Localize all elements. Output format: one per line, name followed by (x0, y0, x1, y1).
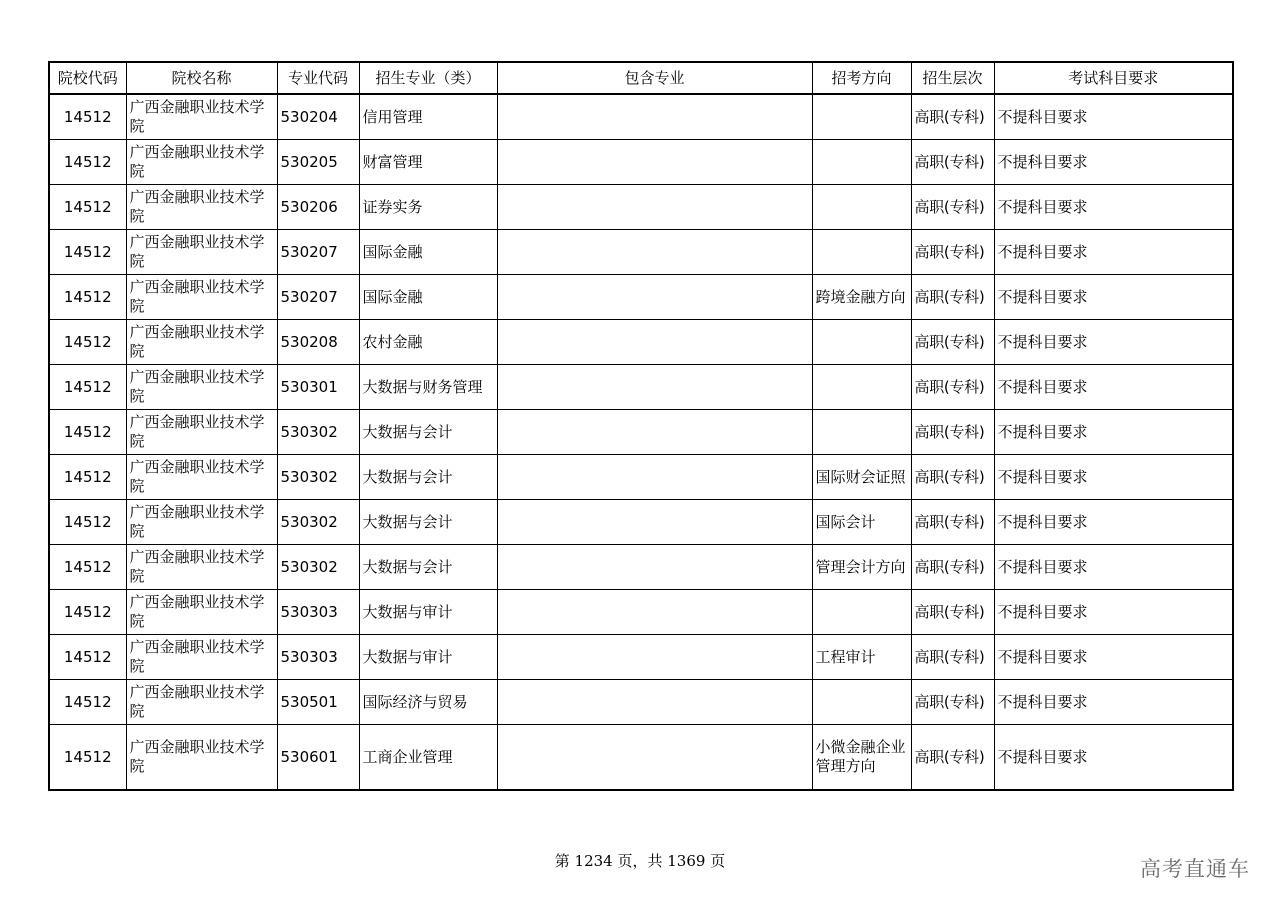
cell-direction (812, 680, 911, 725)
cell-level: 高职(专科) (911, 635, 994, 680)
cell-major: 大数据与会计 (359, 455, 497, 500)
cell-major: 财富管理 (359, 140, 497, 185)
cell-major: 国际经济与贸易 (359, 680, 497, 725)
cell-requirement: 不提科目要求 (994, 500, 1233, 545)
cell-level: 高职(专科) (911, 590, 994, 635)
table-row (49, 365, 1233, 410)
table-row (49, 230, 1233, 275)
cell-included-majors (497, 680, 812, 725)
cell-school-code: 14512 (49, 410, 126, 455)
page-number: 第 1234 页，共 1369 页 (554, 852, 726, 870)
cell-major-code: 530302 (277, 545, 359, 590)
cell-requirement: 不提科目要求 (994, 230, 1233, 275)
table-row (49, 725, 1233, 791)
header-level: 招生层次 (911, 62, 994, 94)
table-row (49, 500, 1233, 545)
cell-included-majors (497, 140, 812, 185)
cell-included-majors (497, 365, 812, 410)
cell-direction (812, 320, 911, 365)
watermark: 高考直通车 (1140, 857, 1250, 881)
cell-major-code: 530302 (277, 500, 359, 545)
cell-requirement: 不提科目要求 (994, 545, 1233, 590)
cell-major: 大数据与财务管理 (359, 365, 497, 410)
table-row (49, 185, 1233, 230)
cell-included-majors (497, 635, 812, 680)
cell-level: 高职(专科) (911, 410, 994, 455)
cell-level: 高职(专科) (911, 680, 994, 725)
cell-school-code: 14512 (49, 365, 126, 410)
cell-school-name: 广西金融职业技术学院 (126, 185, 277, 230)
cell-included-majors (497, 94, 812, 140)
cell-requirement: 不提科目要求 (994, 365, 1233, 410)
cell-included-majors (497, 320, 812, 365)
cell-major-code: 530303 (277, 590, 359, 635)
cell-school-name: 广西金融职业技术学院 (126, 590, 277, 635)
cell-requirement: 不提科目要求 (994, 410, 1233, 455)
cell-level: 高职(专科) (911, 320, 994, 365)
cell-major: 大数据与会计 (359, 410, 497, 455)
cell-level: 高职(专科) (911, 185, 994, 230)
cell-major: 农村金融 (359, 320, 497, 365)
cell-included-majors (497, 725, 812, 791)
cell-school-name: 广西金融职业技术学院 (126, 230, 277, 275)
cell-major-code: 530204 (277, 94, 359, 140)
cell-direction: 工程审计 (812, 635, 911, 680)
cell-direction: 管理会计方向 (812, 545, 911, 590)
cell-school-name: 广西金融职业技术学院 (126, 320, 277, 365)
table-row (49, 590, 1233, 635)
cell-school-code: 14512 (49, 590, 126, 635)
cell-level: 高职(专科) (911, 230, 994, 275)
cell-school-name: 广西金融职业技术学院 (126, 545, 277, 590)
cell-included-majors (497, 590, 812, 635)
cell-requirement: 不提科目要求 (994, 635, 1233, 680)
cell-direction (812, 590, 911, 635)
cell-included-majors (497, 230, 812, 275)
cell-school-code: 14512 (49, 725, 126, 791)
cell-level: 高职(专科) (911, 365, 994, 410)
cell-school-code: 14512 (49, 94, 126, 140)
cell-major-code: 530205 (277, 140, 359, 185)
cell-major: 国际金融 (359, 275, 497, 320)
cell-major-code: 530207 (277, 275, 359, 320)
table-row (49, 410, 1233, 455)
cell-level: 高职(专科) (911, 455, 994, 500)
cell-direction (812, 410, 911, 455)
cell-requirement: 不提科目要求 (994, 185, 1233, 230)
header-requirement: 考试科目要求 (994, 62, 1233, 94)
cell-school-name: 广西金融职业技术学院 (126, 365, 277, 410)
cell-direction: 国际会计 (812, 500, 911, 545)
cell-direction: 国际财会证照 (812, 455, 911, 500)
cell-major: 证券实务 (359, 185, 497, 230)
cell-major-code: 530303 (277, 635, 359, 680)
header-school-name: 院校名称 (126, 62, 277, 94)
cell-school-name: 广西金融职业技术学院 (126, 500, 277, 545)
cell-major: 信用管理 (359, 94, 497, 140)
cell-school-code: 14512 (49, 680, 126, 725)
cell-requirement: 不提科目要求 (994, 320, 1233, 365)
table-row (49, 320, 1233, 365)
cell-direction (812, 94, 911, 140)
cell-level: 高职(专科) (911, 725, 994, 791)
cell-level: 高职(专科) (911, 545, 994, 590)
cell-school-name: 广西金融职业技术学院 (126, 275, 277, 320)
cell-requirement: 不提科目要求 (994, 94, 1233, 140)
cell-school-name: 广西金融职业技术学院 (126, 725, 277, 791)
cell-school-code: 14512 (49, 320, 126, 365)
table-body (49, 94, 1233, 790)
cell-included-majors (497, 185, 812, 230)
cell-direction (812, 230, 911, 275)
cell-school-code: 14512 (49, 545, 126, 590)
cell-level: 高职(专科) (911, 140, 994, 185)
cell-school-code: 14512 (49, 185, 126, 230)
cell-major-code: 530208 (277, 320, 359, 365)
cell-major-code: 530501 (277, 680, 359, 725)
cell-requirement: 不提科目要求 (994, 680, 1233, 725)
cell-school-code: 14512 (49, 500, 126, 545)
cell-major: 大数据与会计 (359, 500, 497, 545)
table-row (49, 545, 1233, 590)
cell-included-majors (497, 545, 812, 590)
header-school-code: 院校代码 (49, 62, 126, 94)
cell-direction: 小微金融企业管理方向 (812, 725, 911, 791)
admissions-table (48, 61, 1234, 791)
table-header-row (49, 62, 1233, 94)
header-major: 招生专业（类） (359, 62, 497, 94)
cell-major-code: 530301 (277, 365, 359, 410)
cell-major: 大数据与审计 (359, 635, 497, 680)
table-row (49, 455, 1233, 500)
header-included-majors: 包含专业 (497, 62, 812, 94)
cell-direction (812, 185, 911, 230)
cell-school-code: 14512 (49, 455, 126, 500)
table-row (49, 635, 1233, 680)
table-row (49, 140, 1233, 185)
table-row (49, 275, 1233, 320)
cell-direction: 跨境金融方向 (812, 275, 911, 320)
cell-school-name: 广西金融职业技术学院 (126, 455, 277, 500)
cell-level: 高职(专科) (911, 500, 994, 545)
cell-level: 高职(专科) (911, 94, 994, 140)
cell-major-code: 530302 (277, 455, 359, 500)
table-row (49, 94, 1233, 140)
cell-school-name: 广西金融职业技术学院 (126, 635, 277, 680)
cell-school-name: 广西金融职业技术学院 (126, 410, 277, 455)
cell-major-code: 530206 (277, 185, 359, 230)
cell-major: 大数据与审计 (359, 590, 497, 635)
cell-school-name: 广西金融职业技术学院 (126, 94, 277, 140)
cell-requirement: 不提科目要求 (994, 275, 1233, 320)
cell-included-majors (497, 455, 812, 500)
cell-school-code: 14512 (49, 635, 126, 680)
cell-direction (812, 140, 911, 185)
cell-level: 高职(专科) (911, 275, 994, 320)
cell-school-code: 14512 (49, 140, 126, 185)
cell-major: 大数据与会计 (359, 545, 497, 590)
cell-requirement: 不提科目要求 (994, 725, 1233, 791)
cell-requirement: 不提科目要求 (994, 455, 1233, 500)
table-row (49, 680, 1233, 725)
header-major-code: 专业代码 (277, 62, 359, 94)
header-direction: 招考方向 (812, 62, 911, 94)
cell-major: 国际金融 (359, 230, 497, 275)
cell-school-name: 广西金融职业技术学院 (126, 680, 277, 725)
cell-school-name: 广西金融职业技术学院 (126, 140, 277, 185)
cell-major-code: 530601 (277, 725, 359, 791)
cell-major-code: 530207 (277, 230, 359, 275)
cell-included-majors (497, 275, 812, 320)
cell-requirement: 不提科目要求 (994, 590, 1233, 635)
cell-included-majors (497, 500, 812, 545)
cell-school-code: 14512 (49, 230, 126, 275)
cell-requirement: 不提科目要求 (994, 140, 1233, 185)
cell-direction (812, 365, 911, 410)
cell-school-code: 14512 (49, 275, 126, 320)
cell-major: 工商企业管理 (359, 725, 497, 791)
cell-included-majors (497, 410, 812, 455)
cell-major-code: 530302 (277, 410, 359, 455)
